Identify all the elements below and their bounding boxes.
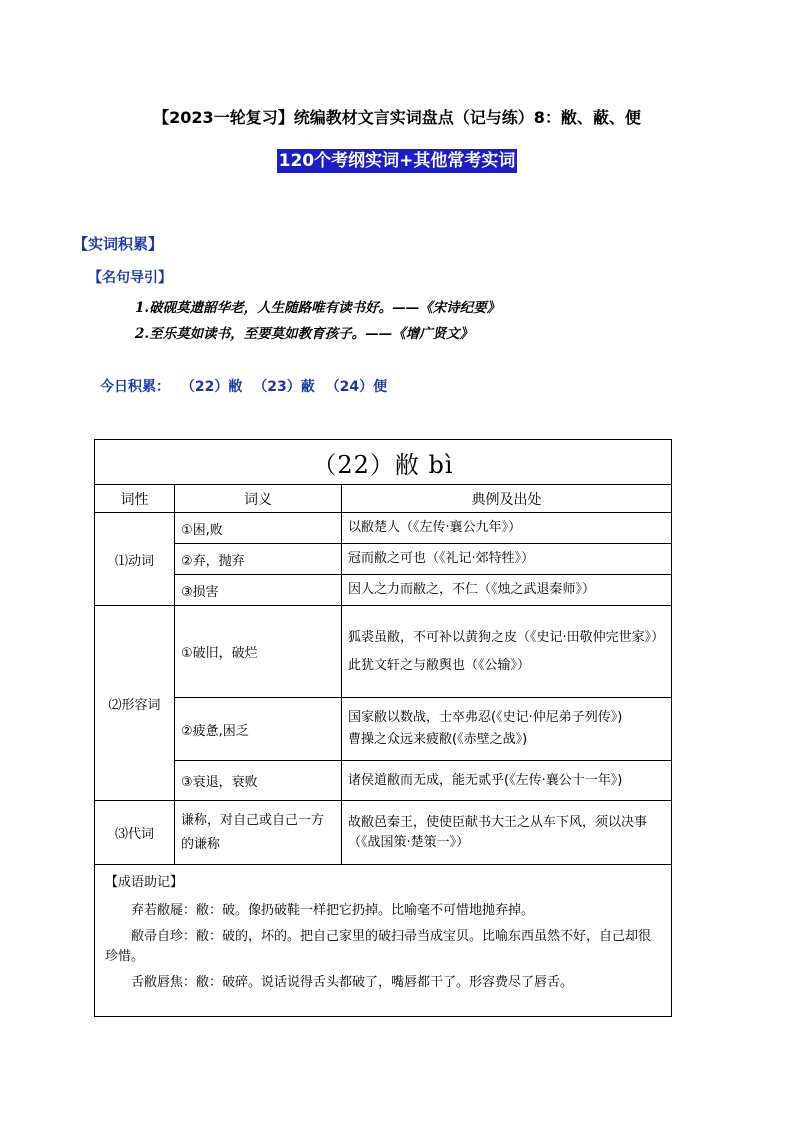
today-label: 今日积累： <box>100 379 170 395</box>
example-cell <box>342 698 672 761</box>
example: 诸侯道敝而无成，能无贰乎(《左传·襄公十一年》) <box>348 772 623 788</box>
example-cell <box>342 801 672 865</box>
example: 以敝楚人（《左传·襄公九年》） <box>348 520 522 535</box>
example-cell <box>342 575 672 606</box>
example-cell <box>342 544 672 575</box>
today-accumulation <box>100 376 393 396</box>
pos-adjective: ⑵形容词 <box>95 606 175 801</box>
example: 国家敝以数战，士卒弗忍(《史记·仲尼弟子列传》) <box>348 710 623 725</box>
meaning: ③损害 <box>175 575 342 606</box>
example-cell <box>342 606 672 698</box>
page-title: 【2023一轮复习】统编教材文言实词盘点（记与练）8：敝、蔽、便 <box>153 108 641 127</box>
today-item: （22）敝 <box>180 379 243 395</box>
meaning: ②弃，抛弃 <box>175 544 342 575</box>
idiom-header: 【成语助记】 <box>105 875 184 890</box>
subtitle-highlight: 120个考纲实词+其他常考实词 <box>278 151 516 171</box>
example: 因人之力而敝之，不仁（《烛之武退秦师》） <box>348 582 596 597</box>
example-cell <box>342 761 672 801</box>
today-item: （24）便 <box>325 379 388 395</box>
example: 狐裘虽敝，不可补以黄狗之皮（《史记·田敬仲完世家》） <box>348 629 665 645</box>
idiom-item: 敝帚自珍：敝：破的，坏的。把自己家里的破扫帚当成宝贝。比喻东西虽然不好，自己却很珍惜。 <box>105 929 652 964</box>
quote-1: 1.破砚莫遗韶华老，人生随路唯有读书好。——《宋诗纪要》 <box>135 300 501 316</box>
idiom-item: 弃若敝屣：敝：破。像扔破鞋一样把它扔掉。比喻毫不可惜地抛弃掉。 <box>131 903 535 918</box>
idiom-section <box>95 865 672 1017</box>
col-header-meaning: 词义 <box>175 485 342 513</box>
idiom-item: 舌敝唇焦：敝：破碎。说话说得舌头都破了，嘴唇都干了。形容费尽了唇舌。 <box>131 975 574 990</box>
example: 曹操之众远来疲敝(《赤壁之战》) <box>348 732 528 747</box>
quote-2: 2.至乐莫如读书，至要莫如教育孩子。——《增广贤文》 <box>135 326 474 342</box>
example: 冠而敝之可也（《礼记·郊特牲》） <box>348 551 535 566</box>
example: 故敝邑秦王，使使臣献书大王之从车下风，须以决事（《战国策·楚策一》） <box>348 814 648 850</box>
section-heading-main: 【实词积累】 <box>73 235 164 253</box>
meaning: 谦称，对自己或自己一方的谦称 <box>175 801 342 865</box>
example: 此犹文轩之与敝舆也（《公输》） <box>348 657 531 673</box>
section-heading-quotes: 【名句导引】 <box>88 270 172 286</box>
meaning: ③衰退，衰败 <box>175 761 342 801</box>
word-table <box>94 439 672 1017</box>
col-header-examples: 典例及出处 <box>342 485 672 513</box>
table-head-word: （22）敝 bì <box>95 440 672 485</box>
pos-pronoun: ⑶代词 <box>95 801 175 865</box>
meaning: ①困,败 <box>175 513 342 544</box>
meaning: ②疲惫,困乏 <box>175 698 342 761</box>
page-subtitle <box>0 146 794 171</box>
col-header-pos: 词性 <box>95 485 175 513</box>
pos-verb: ⑴动词 <box>95 513 175 606</box>
example-cell <box>342 513 672 544</box>
meaning: ①破旧，破烂 <box>175 606 342 698</box>
today-item: （23）蔽 <box>253 379 315 395</box>
